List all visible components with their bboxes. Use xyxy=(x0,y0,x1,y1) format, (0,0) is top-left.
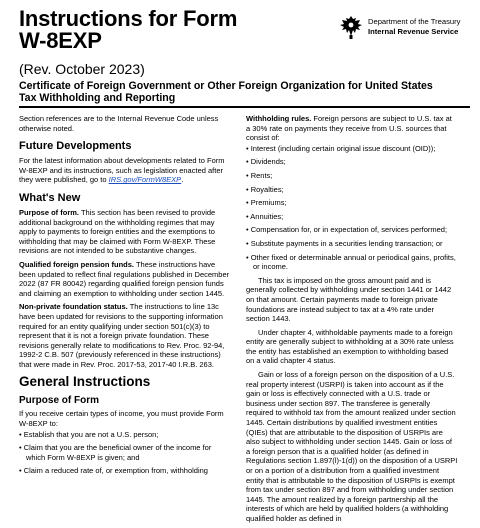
purpose-of-form-text: If you receive certain types of income, you must provide Form W-8EXP to: xyxy=(19,409,224,429)
agency-block xyxy=(338,14,478,44)
list-item: • Premiums; xyxy=(246,198,287,208)
title-line-1: Instructions for Form xyxy=(19,6,238,31)
withholding-rules-text: Withholding rules. Foreign persons are subject to U.S. tax at a 30% rate on payments they receive from U.S. sources that consist of: xyxy=(246,114,452,143)
list-item: • Compensation for, or in expectation of, services performed; xyxy=(246,225,448,235)
right-column xyxy=(246,114,458,528)
usrpi-paragraph: Gain or loss of a foreign person on the disposition of a U.S. real property interest (USRPI) is taken into account as if the gain or loss is effectively connected with a U.S. trade or business under section 897. The transferee is generally required to withhold tax from the amount realized under section 1445. Certain distributions by qualified investment entities (QIEs) that are attributable to the disposition of USRPIs are also subject to withholding under section 1445. Gain or loss of a foreign person that is a qualified holder (as defined in Regulations section 1.897(l)-1(d)) on the disposition of a USRPI or on a portion of a distribution from a qualified investment entity that is attributable to the disposition of USRPIs is exempt from tax under section 897 and from withholding under section 1445. The amount realized by a foreign partnership all the interests of which are held by qualified holders (a withholding qualified holder as defined in xyxy=(246,370,458,523)
list-item: • Dividends; xyxy=(246,157,286,167)
intro-text: Section references are to the Internal Revenue Code unless otherwise noted. xyxy=(19,114,219,133)
whats-new-heading: What's New xyxy=(19,191,81,204)
list-item: • Royalties; xyxy=(246,184,284,194)
list-item: • Interest (including certain original issue discount (OID)); xyxy=(246,143,436,153)
list-item: • Substitute payments in a securities lending transaction; or xyxy=(246,238,443,248)
title-line-2: W-8EXP xyxy=(19,28,102,53)
pension-funds-change: Qualified foreign pension funds. These instructions have been updated to reflect final regulations published in December 2022 (87 FR 80042) regarding qualified foreign pension funds and claiming an exemption to withholding under section 1445. xyxy=(19,259,230,298)
subtitle-line-1: Certificate of Foreign Government or Other Foreign Organization for United States xyxy=(19,80,433,92)
non-private-foundation-change: Non-private foundation status. The instructions to line 13c have been updated for revisions to the supporting information required for an entity qualifying under section 501(c)(3) to represent that it is not a foreign private foundation. These revisions generally relate to modifications to Rev. Proc. 92-94, 1992-2 C.B. 507 (previously referenced in these instructions) that were made in Rev. Proc. 2017-53, 2017-40 I.R.B. 263. xyxy=(19,302,225,369)
list-item: • Establish that you are not a U.S. person; xyxy=(19,429,159,439)
list-item: • Rents; xyxy=(246,170,273,180)
agency-irs: Internal Revenue Service xyxy=(368,27,459,36)
subtitle-line-2: Tax Withholding and Reporting xyxy=(19,92,176,104)
irs-form-link[interactable]: IRS.gov/FormW8EXP xyxy=(108,175,182,185)
tax-imposed-paragraph: This tax is imposed on the gross amount paid and is generally collected by withholding under section 1441 or 1442 on that amount. Certain payments made to foreign private foundations are instead subject to tax at a 4% rate under section 1443. xyxy=(246,275,452,324)
chapter-4-paragraph: Under chapter 4, withholdable payments made to a foreign entity are generally subject to withholding at a 30% rate unless the entity has established an exemption to withholding based on a valid chapter 4 status. xyxy=(246,327,454,366)
list-item: • Other fixed or determinable annual or periodical gains, profits, or income. xyxy=(246,252,456,272)
general-instructions-heading: General Instructions xyxy=(19,374,151,390)
list-item: • Claim that you are the beneficial owner of the income for which Form W-8EXP is given; and xyxy=(19,443,212,462)
left-column xyxy=(19,114,231,480)
purpose-of-form-change: Purpose of form. This section has been revised to provide additional background on the withholding regimes that may apply to payments to foreign entities and the exemptions to withholding that may be claimed with Form W-8EXP. These revisions are not intended to be substantive changes. xyxy=(19,207,216,256)
purpose-of-form-heading: Purpose of Form xyxy=(19,395,100,407)
future-developments-heading: Future Developments xyxy=(19,140,132,153)
header-divider xyxy=(19,106,470,108)
document-title xyxy=(19,8,237,52)
list-item: • Annuities; xyxy=(246,211,284,221)
treasury-eagle-icon xyxy=(338,14,364,40)
future-developments-text: For the latest information about developments related to Form W-8EXP and its instructions, such as legislation enacted after they were published, go to IRS.gov/FormW8EXP. xyxy=(19,156,225,185)
list-item: • Claim a reduced rate of, or exemption from, withholding xyxy=(19,466,208,476)
agency-department: Department of the Treasury xyxy=(368,17,461,26)
revision-date: (Rev. October 2023) xyxy=(19,61,145,77)
form-subtitle xyxy=(19,80,471,104)
